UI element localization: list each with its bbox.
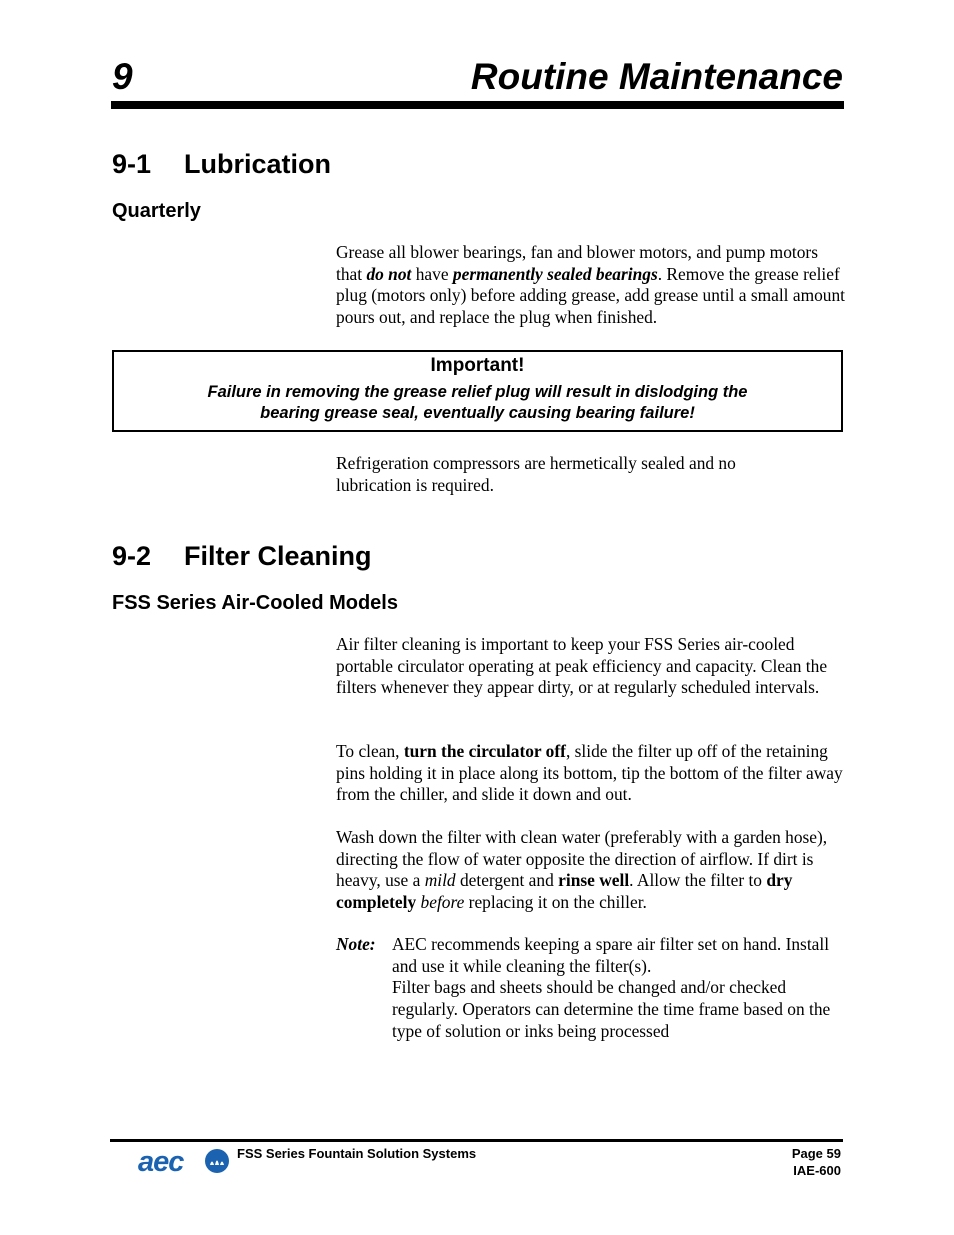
page-number: Page 59 bbox=[791, 1146, 841, 1161]
note-label: Note: bbox=[336, 934, 376, 954]
section-number: 9-1 bbox=[112, 149, 152, 179]
compressor-paragraph: Refrigeration compressors are hermetically sealed and no lubrication is required. bbox=[336, 453, 736, 495]
chapter-title: Routine Maintenance bbox=[470, 56, 843, 97]
section-number: 9-2 bbox=[112, 541, 152, 571]
chapter-number: 9 bbox=[112, 56, 133, 97]
section-title: Filter Cleaning bbox=[184, 541, 372, 571]
important-title: Important! bbox=[430, 355, 525, 376]
filter-paragraph-2: To clean, turn the circulator off, slide the filter up off of the retaining pins holding it in place along its bottom, tip the bottom of the filter away from the chiller, and slide it down and out. bbox=[336, 741, 843, 805]
important-text: Failure in removing the grease relief plug will result in dislodging the bearing grease seal, eventually causing bearing failure! bbox=[207, 383, 748, 422]
subheading-quarterly: Quarterly bbox=[112, 200, 201, 222]
lubrication-paragraph: Grease all blower bearings, fan and blower motors, and pump motors that do not have permanently sealed bearings. Remove the grease relief plug (motors only) before adding grease, add grease until a small amount pours out, and replace the plug when finished. bbox=[336, 242, 846, 328]
section-heading-lubrication bbox=[112, 148, 331, 180]
note-line: AEC recommends keeping a spare air filter set on hand. Install and use it while cleaning the filter(s). bbox=[392, 934, 830, 976]
filter-paragraph-1: Air filter cleaning is important to keep your FSS Series air-cooled portable circulator operating at peak efficiency and capacity. Clean the filters whenever they appear dirty, or at regularly scheduled intervals. bbox=[336, 634, 828, 698]
section-title: Lubrication bbox=[184, 149, 331, 179]
footer-page-info bbox=[792, 1145, 841, 1179]
chapter-rule bbox=[111, 101, 844, 109]
aec-logo bbox=[137, 1147, 231, 1175]
filter-paragraph-3: Wash down the filter with clean water (preferably with a garden hose), directing the flow of water opposite the direction of airflow. If dirt is heavy, use a mild detergent and rinse well. Allow the filter to dry completely before replacing it on the chiller. bbox=[336, 827, 828, 913]
chapter-header bbox=[112, 52, 843, 102]
note-line: Filter bags and sheets should be changed and/or checked regularly. Operators can determine the time frame based on the type of solution or inks being processed bbox=[392, 977, 831, 1041]
section-heading-filter-cleaning bbox=[112, 540, 372, 572]
note-body bbox=[392, 934, 848, 1043]
logo-text: aec bbox=[138, 1147, 184, 1175]
important-notice-box bbox=[112, 350, 843, 432]
footer-title: FSS Series Fountain Solution Systems bbox=[237, 1146, 477, 1161]
document-id: IAE-600 bbox=[793, 1163, 841, 1178]
footer-rule bbox=[110, 1139, 843, 1142]
subheading-air-cooled-models: FSS Series Air-Cooled Models bbox=[112, 592, 398, 614]
